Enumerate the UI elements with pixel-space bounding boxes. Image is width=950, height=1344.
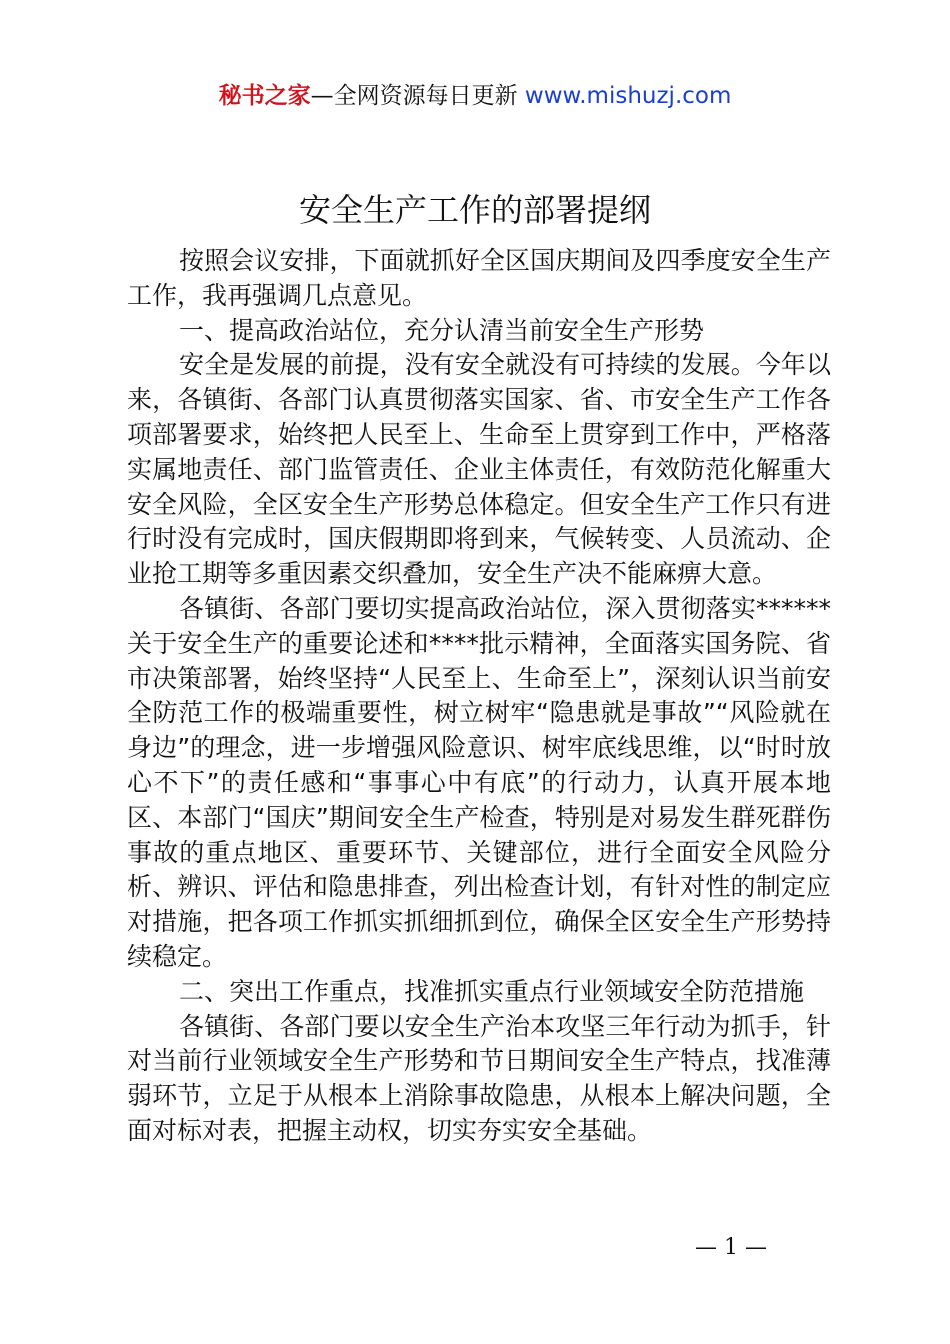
section-heading-2: 二、突出工作重点，找准抓实重点行业领域安全防范措施 — [179, 976, 805, 1006]
site-url-link[interactable]: www.mishuzj.com — [524, 83, 732, 109]
paragraph-intro: 按照会议安排，下面就抓好全区国庆期间及四季度安全生产工作，我再强调几点意见。 — [127, 246, 831, 310]
paragraph-focus: 各镇街、各部门要以安全生产治本攻坚三年行动为抓手，针对当前行业领域安全生产形势和节日期间安全生产特点，找准薄弱环节，立足于从根本上消除事故隐患，从根本上解决问题，全面对标对表，把握主动权，切实夯实安全基础。 — [127, 1011, 831, 1145]
page-number: — 1 — — [695, 1235, 767, 1260]
document-body — [127, 244, 831, 1149]
document-title: 安全生产工作的部署提纲 — [298, 191, 651, 229]
site-tagline: —全网资源每日更新 — [310, 83, 525, 109]
paragraph-situation: 安全是发展的前提，没有安全就没有可持续的发展。今年以来，各镇街、各部门认真贯彻落实国家、省、市安全生产工作各项部署要求，始终把人民至上、生命至上贯穿到工作中，严格落实属地责任、部门监管责任、企业主体责任，有效防范化解重大安全风险，全区安全生产形势总体稳定。但安全生产工作只有进行时没有完成时，国庆假期即将到来，气候转变、人员流动、企业抢工期等多重因素交织叠加，安全生产决不能麻痹大意。 — [127, 350, 831, 589]
paragraph-requirements: 各镇街、各部门要切实提高政治站位，深入贯彻落实******关于安全生产的重要论述和****批示精神，全面落实国务院、省市决策部署，始终坚持“人民至上、生命至上”，深刻认识当前安全防范工作的极端重要性，树立树牢“隐患就是事故”“风险就在身边”的理念，进一步增强风险意识、树牢底线思维，以“时时放心不下”的责任感和“事事心中有底”的行动力，认真开展本地区、本部门“国庆”期间安全生产检查，特别是对易发生群死群伤事故的重点地区、重要环节、关键部位，进行全面安全风险分析、辨识、评估和隐患排查，列出检查计划，有针对性的制定应对措施，把各项工作抓实抓细抓到位，确保全区安全生产形势持续稳定。 — [127, 593, 831, 971]
site-brand: 秘书之家 — [218, 83, 311, 109]
site-header — [0, 80, 950, 112]
section-heading-1: 一、提高政治站位，充分认清当前安全生产形势 — [179, 315, 705, 345]
